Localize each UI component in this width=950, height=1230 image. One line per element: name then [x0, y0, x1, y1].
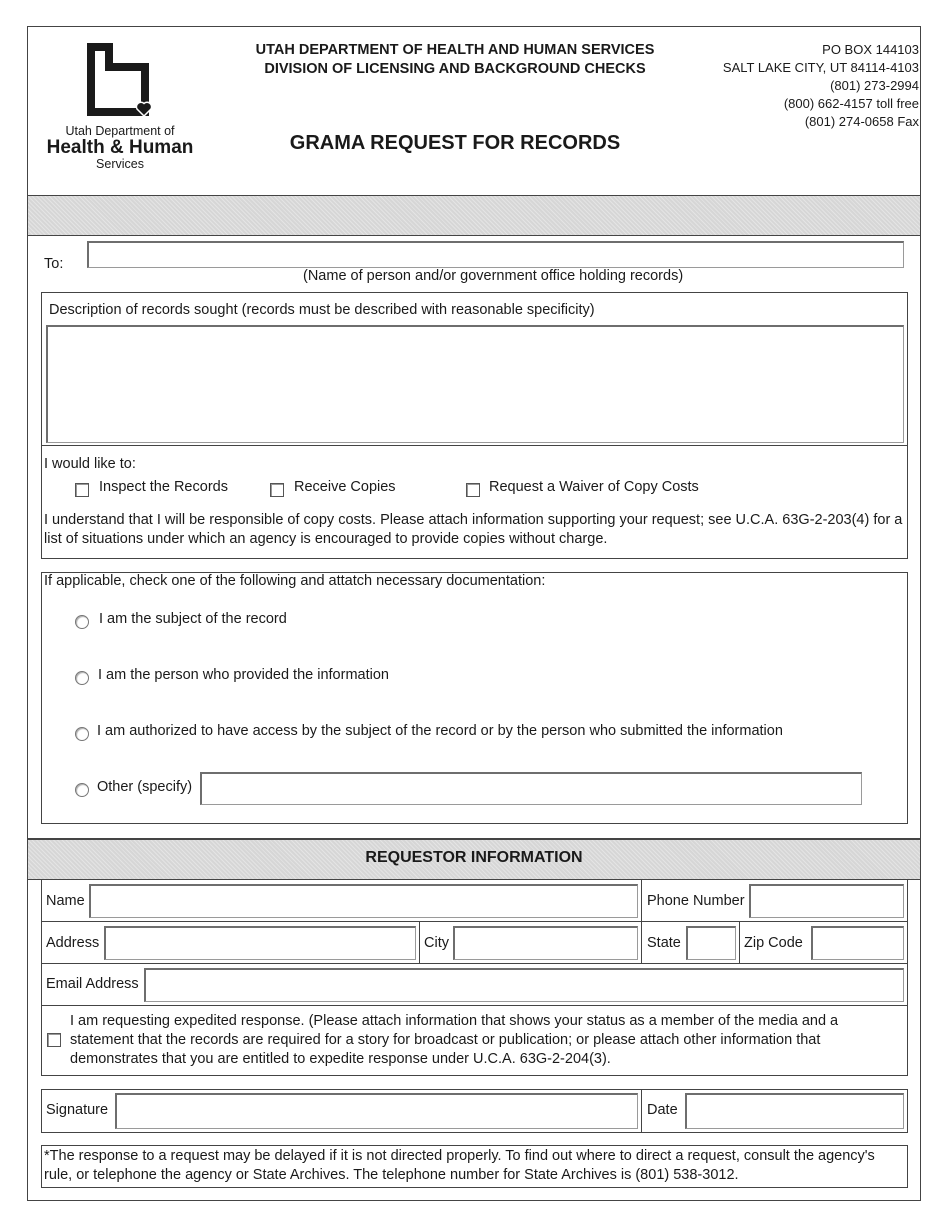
options-label: I would like to:	[44, 456, 136, 472]
copy-costs-note: I understand that I will be responsible of copy costs. Please attach information supporting your request; see U.C.A. 63G-2-203(4) for a list of situations under which an agency is encouraged to provide copies without charge.	[44, 512, 903, 547]
address-label: Address	[46, 935, 100, 951]
state-field[interactable]	[686, 926, 736, 960]
to-caption: (Name of person and/or government office holding records)	[303, 268, 684, 284]
to-input[interactable]	[89, 243, 903, 267]
description-input[interactable]	[48, 327, 903, 442]
name-label: Name	[46, 893, 85, 909]
city-field[interactable]	[453, 926, 638, 960]
row-divider	[41, 963, 908, 964]
inspect-records-label: Inspect the Records	[99, 479, 228, 495]
address-line: (801) 273-2994	[830, 78, 919, 93]
address-line: PO BOX 144103	[822, 42, 919, 57]
date-label: Date	[647, 1102, 678, 1118]
date-input[interactable]	[687, 1095, 903, 1128]
address-line: (801) 274-0658 Fax	[804, 114, 919, 129]
receive-copies-label: Receive Copies	[294, 479, 396, 495]
description-field[interactable]	[46, 325, 904, 443]
footnote-text: *The response to a request may be delayed if it is not directed properly. To find out where to direct a request, consult the agency's rule, or telephone the agency or State Archives. The telephone number for State Archives is (801) 538-3012.	[44, 1148, 875, 1183]
provider-label: I am the person who provided the information	[98, 667, 389, 683]
col-divider	[641, 1089, 642, 1133]
signature-label: Signature	[46, 1102, 109, 1118]
address-field[interactable]	[104, 926, 416, 960]
receive-copies-checkbox[interactable]	[270, 483, 284, 497]
agency-logo	[40, 38, 200, 178]
city-label: City	[424, 935, 449, 951]
other-label: Other (specify)	[97, 779, 193, 795]
subject-label: I am the subject of the record	[99, 611, 287, 627]
address-line: SALT LAKE CITY, UT 84114-4103	[722, 60, 919, 75]
other-specify-input[interactable]	[202, 774, 861, 804]
email-input[interactable]	[146, 970, 903, 1001]
dept-line-1: UTAH DEPARTMENT OF HEALTH AND HUMAN SERVICES	[255, 42, 655, 58]
name-field[interactable]	[89, 884, 638, 918]
zip-field[interactable]	[811, 926, 904, 960]
logo-line-3: Services	[96, 157, 144, 171]
col-divider	[419, 922, 420, 963]
expedited-checkbox[interactable]	[47, 1033, 61, 1047]
email-field[interactable]	[144, 968, 904, 1002]
applicable-label: If applicable, check one of the following and attatch necessary documentation:	[44, 573, 546, 589]
logo-line-2: Health & Human	[46, 137, 194, 158]
signature-field[interactable]	[115, 1093, 638, 1129]
row-divider	[41, 921, 908, 922]
description-label: Description of records sought (records must be described with reasonable specificity)	[49, 302, 595, 318]
utah-state-icon	[40, 38, 200, 123]
header-band	[28, 195, 920, 236]
col-divider	[739, 922, 740, 963]
date-field[interactable]	[685, 1093, 904, 1129]
state-label: State	[647, 935, 681, 951]
other-specify-field[interactable]	[200, 772, 862, 805]
phone-input[interactable]	[751, 886, 903, 917]
dept-line-2: DIVISION OF LICENSING AND BACKGROUND CHECKS	[264, 61, 646, 77]
name-input[interactable]	[91, 886, 637, 917]
address-input[interactable]	[106, 928, 415, 959]
inspect-records-checkbox[interactable]	[75, 483, 89, 497]
zip-label: Zip Code	[744, 935, 803, 951]
authorized-label: I am authorized to have access by the subject of the record or by the person who submitted the information	[97, 723, 783, 739]
waiver-label: Request a Waiver of Copy Costs	[489, 479, 699, 495]
phone-field[interactable]	[749, 884, 904, 918]
address-line: (800) 662-4157 toll free	[783, 96, 919, 111]
authorized-radio[interactable]	[75, 727, 89, 741]
state-input[interactable]	[688, 928, 735, 959]
to-label: To:	[44, 256, 64, 272]
subject-radio[interactable]	[75, 615, 89, 629]
city-input[interactable]	[455, 928, 637, 959]
email-label: Email Address	[46, 976, 139, 992]
agency-address	[680, 41, 919, 131]
other-radio[interactable]	[75, 783, 89, 797]
zip-input[interactable]	[813, 928, 903, 959]
provider-radio[interactable]	[75, 671, 89, 685]
form-title: GRAMA REQUEST FOR RECORDS	[289, 132, 621, 154]
waiver-checkbox[interactable]	[466, 483, 480, 497]
col-divider	[641, 880, 642, 963]
signature-input[interactable]	[117, 1095, 637, 1128]
department-heading	[230, 41, 680, 79]
row-divider	[41, 1005, 908, 1006]
requestor-heading: REQUESTOR INFORMATION	[365, 849, 583, 866]
to-field[interactable]	[87, 241, 904, 268]
expedited-text: I am requesting expedited response. (Please attach information that shows your status as a member of the media and a statement that the records are required for a story for broadcast or publication; or please attach other information that demonstrates that you are entitled to expedite response under U.C.A. 63G-2-204(3).	[70, 1013, 839, 1067]
logo-line-1: Utah Department of	[65, 124, 175, 138]
phone-label: Phone Number	[647, 893, 745, 909]
